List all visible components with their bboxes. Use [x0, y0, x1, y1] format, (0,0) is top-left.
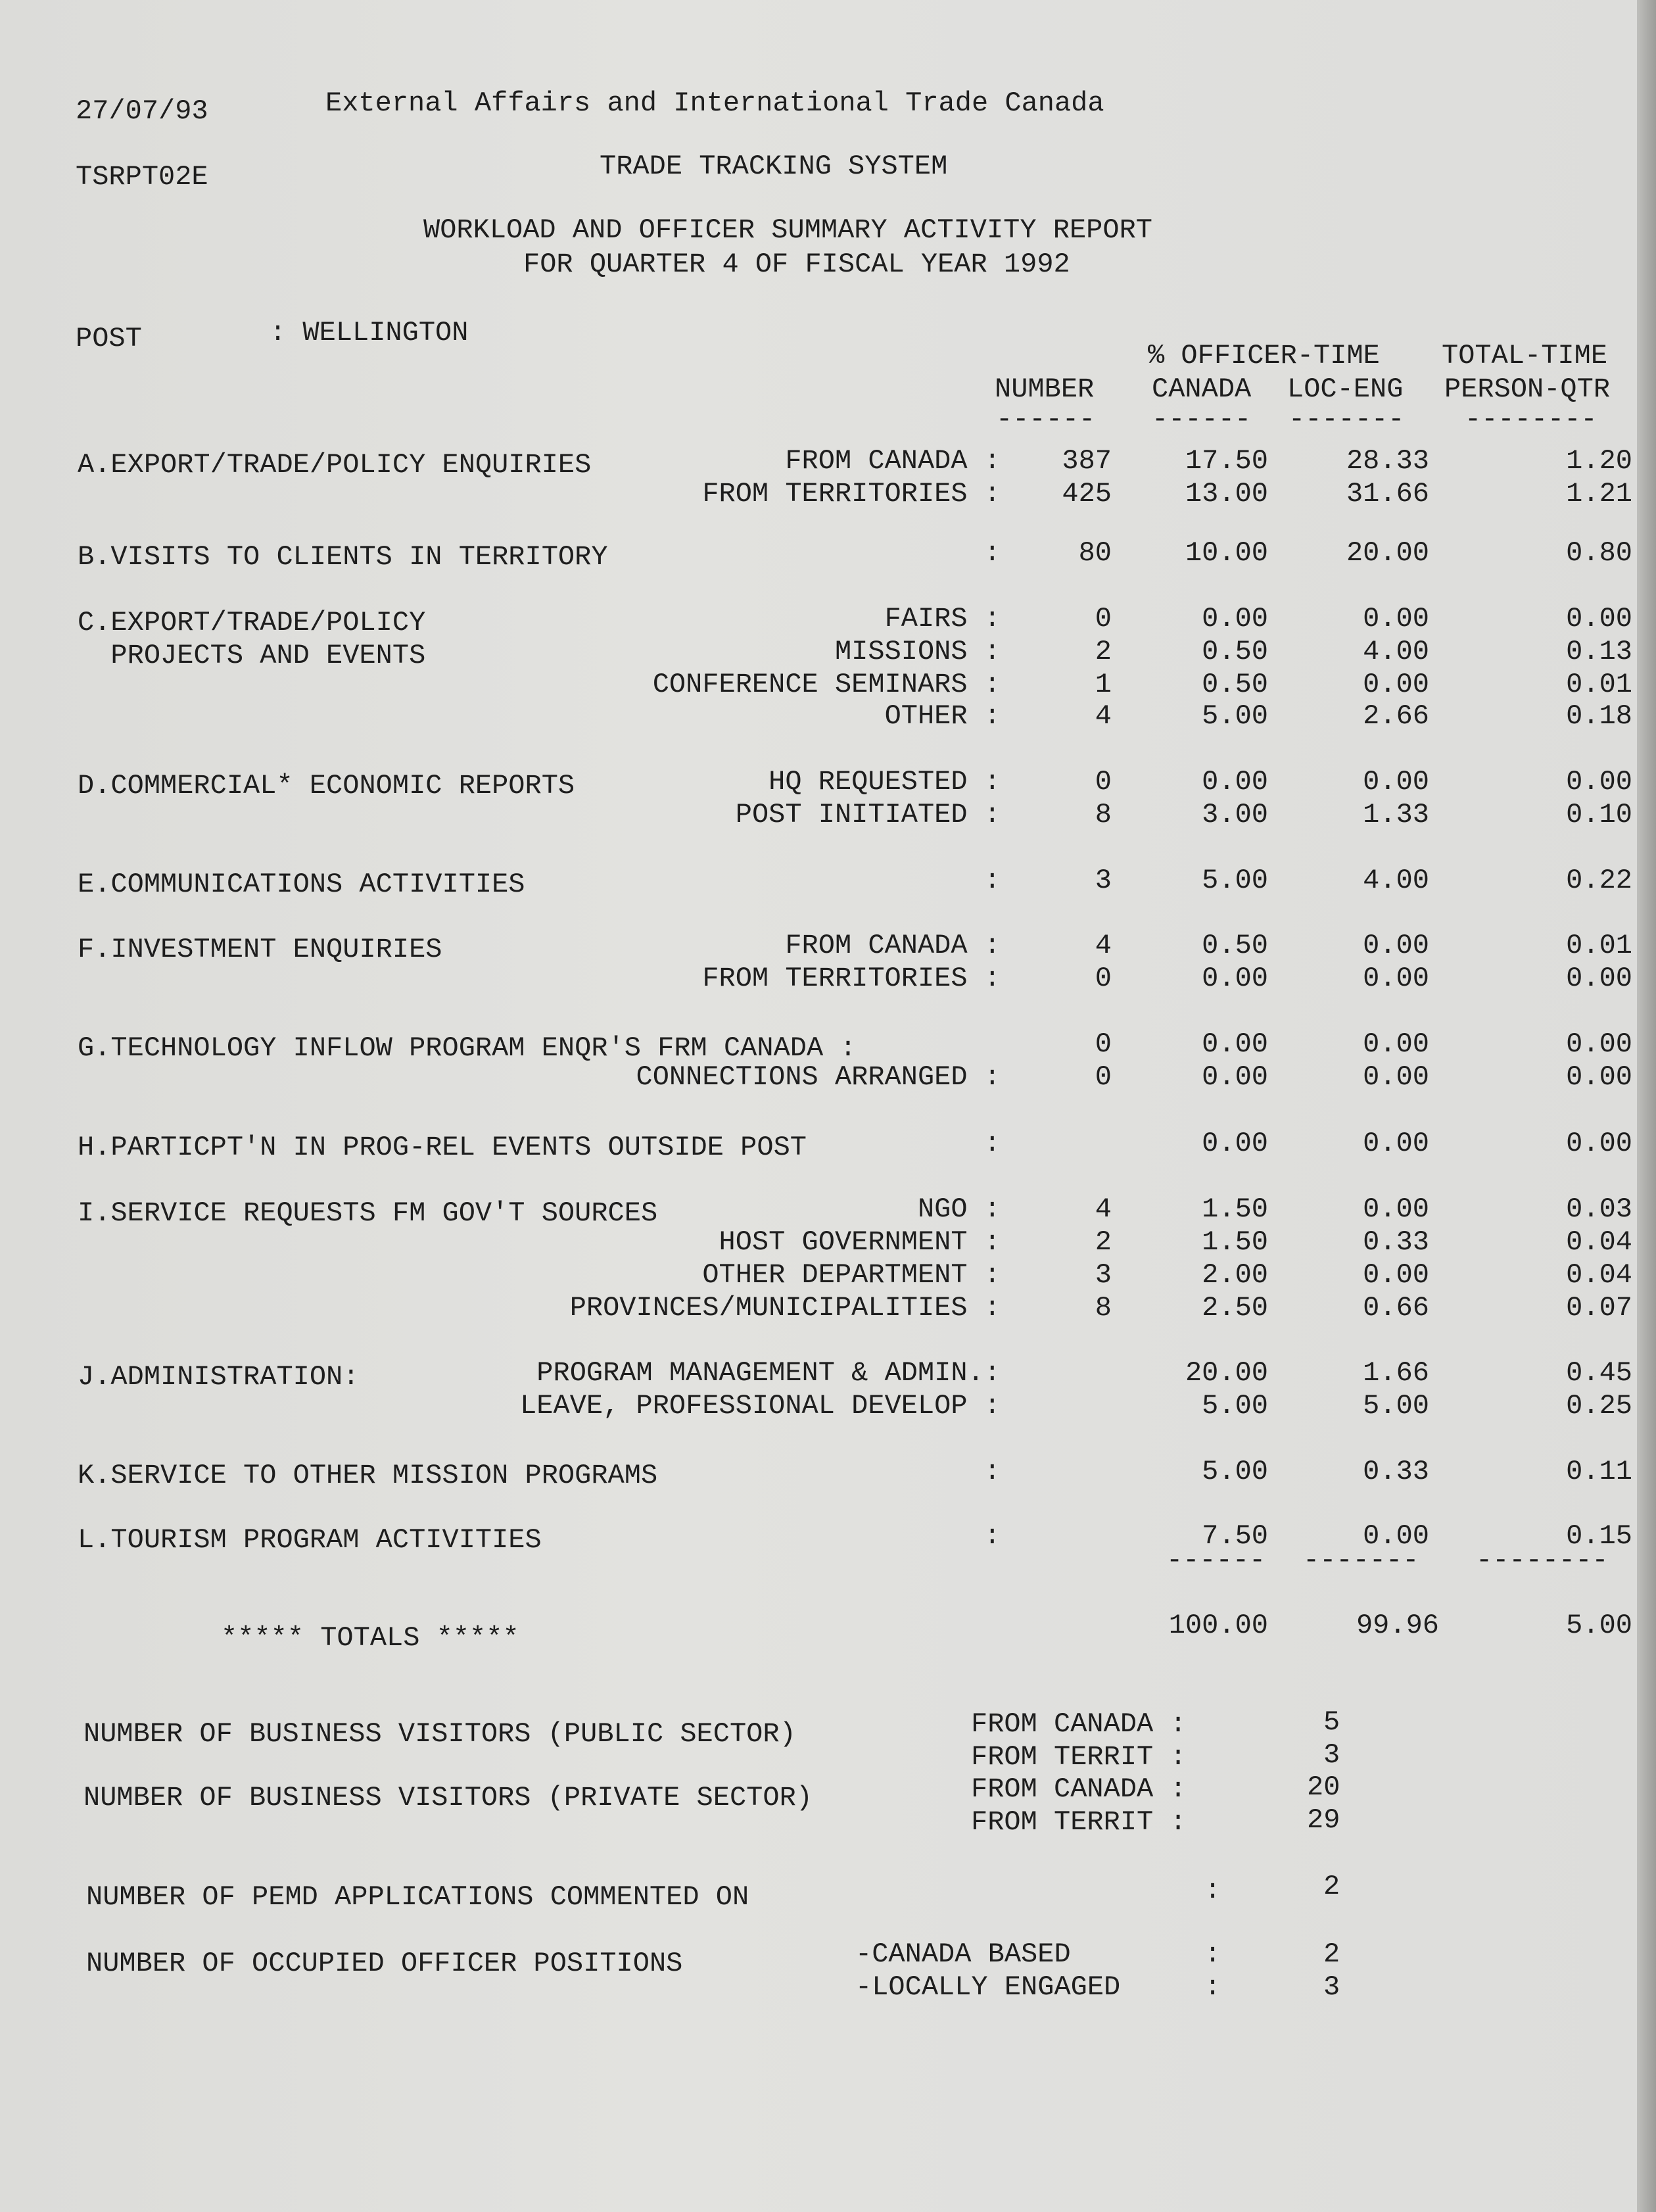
row-canada-pct: 2.00 [1202, 1259, 1268, 1291]
row-sublabel: : [983, 1128, 1001, 1159]
row-label: E.COMMUNICATIONS ACTIVITIES [78, 869, 525, 900]
row-canada-pct: 10.00 [1185, 537, 1268, 569]
row-sublabel: FROM CANADA : [785, 445, 1001, 477]
row-person-qtr: 0.04 [1566, 1226, 1632, 1258]
row-loc-eng-pct: 0.00 [1363, 669, 1429, 700]
col-header-canada: CANADA [1152, 373, 1252, 405]
report-title-line2: FOR QUARTER 4 OF FISCAL YEAR 1992 [523, 249, 1070, 280]
row-number: 8 [1095, 799, 1112, 830]
row-person-qtr: 1.20 [1566, 445, 1632, 477]
row-canada-pct: 0.00 [1202, 603, 1268, 635]
row-number: 4 [1095, 700, 1112, 732]
totals-loc-eng: 99.96 [1356, 1610, 1439, 1641]
row-canada-pct: 0.00 [1202, 1128, 1268, 1159]
row-canada-pct: 5.00 [1202, 700, 1268, 732]
row-person-qtr: 0.07 [1566, 1292, 1632, 1324]
row-label: H.PARTICPT'N IN PROG-REL EVENTS OUTSIDE POST [78, 1132, 807, 1163]
row-number: 0 [1095, 1061, 1112, 1093]
col-header-number: NUMBER [995, 373, 1095, 405]
row-canada-pct: 0.50 [1202, 930, 1268, 961]
private-visitors-label: NUMBER OF BUSINESS VISITORS (PRIVATE SECTOR) [83, 1782, 813, 1814]
row-person-qtr: 0.10 [1566, 799, 1632, 830]
row-loc-eng-pct: 4.00 [1363, 865, 1429, 896]
row-sublabel: : [983, 865, 1001, 896]
row-number: 0 [1095, 766, 1112, 798]
row-canada-pct: 7.50 [1202, 1520, 1268, 1552]
positions-label: NUMBER OF OCCUPIED OFFICER POSITIONS [86, 1948, 683, 1979]
positions-local-value: 3 [1323, 1971, 1340, 2003]
row-canada-pct: 5.00 [1202, 1390, 1268, 1422]
row-label: A.EXPORT/TRADE/POLICY ENQUIRIES [78, 449, 592, 481]
row-loc-eng-pct: 0.00 [1363, 1128, 1429, 1159]
row-label: B.VISITS TO CLIENTS IN TERRITORY [78, 541, 608, 573]
row-loc-eng-pct: 0.00 [1363, 963, 1429, 994]
row-loc-eng-pct: 0.00 [1363, 1028, 1429, 1060]
row-sublabel: : [983, 537, 1001, 569]
row-canada-pct: 1.50 [1202, 1226, 1268, 1258]
row-number: 3 [1095, 865, 1112, 896]
col-header-loc-eng: LOC-ENG [1287, 373, 1404, 405]
row-sublabel: FAIRS : [884, 603, 1001, 635]
row-number: 80 [1078, 537, 1112, 569]
row-sublabel: OTHER DEPARTMENT : [702, 1259, 1001, 1291]
positions-canada-value: 2 [1323, 1938, 1340, 1970]
row-number: 0 [1095, 1028, 1112, 1060]
row-person-qtr: 0.25 [1566, 1390, 1632, 1422]
row-label: K.SERVICE TO OTHER MISSION PROGRAMS [78, 1460, 658, 1491]
col-underline-loc-eng: ------- [1289, 404, 1405, 435]
row-person-qtr: 0.00 [1566, 963, 1632, 994]
col-header-person-qtr: PERSON-QTR [1444, 373, 1611, 405]
pemd-value: 2 [1323, 1871, 1340, 1902]
totals-canada: 100.00 [1168, 1610, 1268, 1641]
row-person-qtr: 0.18 [1566, 700, 1632, 732]
row-loc-eng-pct: 0.33 [1363, 1226, 1429, 1258]
row-person-qtr: 0.01 [1566, 669, 1632, 700]
row-sublabel: POST INITIATED : [735, 799, 1001, 830]
pemd-label: NUMBER OF PEMD APPLICATIONS COMMENTED ON [86, 1881, 749, 1913]
totals-underline-loc-eng: ------- [1303, 1545, 1419, 1576]
row-person-qtr: 0.45 [1566, 1357, 1632, 1389]
row-person-qtr: 0.00 [1566, 1061, 1632, 1093]
organization-name: External Affairs and International Trade Canada [325, 87, 1104, 119]
report-code: TSRPT02E [76, 161, 208, 193]
row-canada-pct: 20.00 [1185, 1357, 1268, 1389]
page-edge-shadow [1637, 0, 1656, 2212]
totals-total: 5.00 [1566, 1610, 1632, 1641]
row-sublabel: CONNECTIONS ARRANGED : [636, 1061, 1001, 1093]
row-label: G.TECHNOLOGY INFLOW PROGRAM ENQR'S FRM CANADA : [78, 1032, 857, 1064]
row-sublabel: FROM CANADA : [785, 930, 1001, 961]
row-label: J.ADMINISTRATION: [78, 1361, 360, 1393]
public-visitors-label: NUMBER OF BUSINESS VISITORS (PUBLIC SECTOR) [83, 1718, 796, 1750]
private-from-territ-value: 29 [1307, 1804, 1340, 1836]
row-canada-pct: 0.00 [1202, 963, 1268, 994]
row-canada-pct: 0.50 [1202, 669, 1268, 700]
public-from-canada-label: FROM CANADA : [971, 1708, 1187, 1740]
row-canada-pct: 0.00 [1202, 766, 1268, 798]
row-person-qtr: 0.00 [1566, 1028, 1632, 1060]
col-header-pct-officer-time: % OFFICER-TIME [1148, 340, 1380, 372]
positions-local-colon: : [1204, 1971, 1221, 2003]
row-canada-pct: 2.50 [1202, 1292, 1268, 1324]
row-sublabel: PROGRAM MANAGEMENT & ADMIN.: [536, 1357, 1001, 1389]
row-person-qtr: 1.21 [1566, 478, 1632, 510]
public-from-territ-value: 3 [1323, 1739, 1340, 1771]
row-sublabel: CONFERENCE SEMINARS : [652, 669, 1001, 700]
row-person-qtr: 0.00 [1566, 1128, 1632, 1159]
row-number: 4 [1095, 930, 1112, 961]
row-loc-eng-pct: 0.66 [1363, 1292, 1429, 1324]
public-from-canada-value: 5 [1323, 1706, 1340, 1738]
row-number: 425 [1062, 478, 1112, 510]
row-loc-eng-pct: 31.66 [1346, 478, 1429, 510]
report-title-line1: WORKLOAD AND OFFICER SUMMARY ACTIVITY REPORT [423, 214, 1152, 246]
row-number: 2 [1095, 1226, 1112, 1258]
row-sublabel: MISSIONS : [834, 636, 1001, 667]
row-canada-pct: 0.00 [1202, 1061, 1268, 1093]
row-canada-pct: 3.00 [1202, 799, 1268, 830]
row-sublabel: FROM TERRITORIES : [702, 478, 1001, 510]
row-number: 387 [1062, 445, 1112, 477]
row-loc-eng-pct: 0.33 [1363, 1456, 1429, 1487]
row-loc-eng-pct: 0.00 [1363, 603, 1429, 635]
row-loc-eng-pct: 5.00 [1363, 1390, 1429, 1422]
row-person-qtr: 0.04 [1566, 1259, 1632, 1291]
row-loc-eng-pct: 4.00 [1363, 636, 1429, 667]
row-label: I.SERVICE REQUESTS FM GOV'T SOURCES [78, 1197, 658, 1229]
row-canada-pct: 0.50 [1202, 636, 1268, 667]
row-label: C.EXPORT/TRADE/POLICY [78, 607, 426, 638]
row-person-qtr: 0.80 [1566, 537, 1632, 569]
col-underline-number: ------ [996, 404, 1096, 435]
positions-local-label: -LOCALLY ENGAGED [855, 1971, 1121, 2003]
row-person-qtr: 0.13 [1566, 636, 1632, 667]
row-loc-eng-pct: 0.00 [1363, 1520, 1429, 1552]
public-from-territ-label: FROM TERRIT : [971, 1741, 1187, 1773]
col-header-total-time: TOTAL-TIME [1442, 340, 1608, 372]
post-label: POST [76, 323, 142, 354]
col-underline-total: -------- [1465, 404, 1597, 435]
private-from-canada-label: FROM CANADA : [971, 1773, 1187, 1805]
row-label: PROJECTS AND EVENTS [78, 640, 426, 671]
row-number: 0 [1095, 963, 1112, 994]
row-sublabel: HOST GOVERNMENT : [719, 1226, 1001, 1258]
report-date: 27/07/93 [76, 95, 208, 127]
row-sublabel: LEAVE, PROFESSIONAL DEVELOP : [520, 1390, 1001, 1422]
row-loc-eng-pct: 0.00 [1363, 1061, 1429, 1093]
row-sublabel: NGO : [917, 1193, 1001, 1225]
row-loc-eng-pct: 28.33 [1346, 445, 1429, 477]
pemd-colon: : [1204, 1875, 1221, 1906]
row-sublabel: HQ REQUESTED : [769, 766, 1001, 798]
row-number: 3 [1095, 1259, 1112, 1291]
system-title: TRADE TRACKING SYSTEM [600, 151, 948, 182]
row-number: 4 [1095, 1193, 1112, 1225]
col-underline-canada: ------ [1152, 404, 1252, 435]
row-number: 1 [1095, 669, 1112, 700]
private-from-canada-value: 20 [1307, 1771, 1340, 1803]
row-loc-eng-pct: 0.00 [1363, 766, 1429, 798]
row-person-qtr: 0.22 [1566, 865, 1632, 896]
row-canada-pct: 5.00 [1202, 1456, 1268, 1487]
row-canada-pct: 5.00 [1202, 865, 1268, 896]
totals-label: ***** TOTALS ***** [221, 1622, 519, 1654]
row-label: D.COMMERCIAL* ECONOMIC REPORTS [78, 770, 575, 802]
row-sublabel: OTHER : [884, 700, 1001, 732]
row-canada-pct: 1.50 [1202, 1193, 1268, 1225]
row-sublabel: PROVINCES/MUNICIPALITIES : [569, 1292, 1001, 1324]
row-number: 8 [1095, 1292, 1112, 1324]
row-canada-pct: 17.50 [1185, 445, 1268, 477]
row-label: F.INVESTMENT ENQUIRIES [78, 934, 442, 965]
post-value: : WELLINGTON [270, 317, 469, 349]
totals-underline-total: -------- [1476, 1545, 1609, 1576]
private-from-territ-label: FROM TERRIT : [971, 1806, 1187, 1838]
row-person-qtr: 0.15 [1566, 1520, 1632, 1552]
row-sublabel: : [983, 1520, 1001, 1552]
positions-canada-colon: : [1204, 1938, 1221, 1970]
row-sublabel: : [983, 1456, 1001, 1487]
row-number: 0 [1095, 603, 1112, 635]
row-person-qtr: 0.01 [1566, 930, 1632, 961]
row-person-qtr: 0.00 [1566, 603, 1632, 635]
row-loc-eng-pct: 2.66 [1363, 700, 1429, 732]
totals-underline-canada: ------ [1166, 1545, 1266, 1576]
row-canada-pct: 13.00 [1185, 478, 1268, 510]
row-loc-eng-pct: 0.00 [1363, 930, 1429, 961]
row-loc-eng-pct: 0.00 [1363, 1193, 1429, 1225]
row-loc-eng-pct: 0.00 [1363, 1259, 1429, 1291]
row-person-qtr: 0.03 [1566, 1193, 1632, 1225]
row-loc-eng-pct: 1.66 [1363, 1357, 1429, 1389]
row-loc-eng-pct: 20.00 [1346, 537, 1429, 569]
positions-canada-label: -CANADA BASED [855, 1938, 1071, 1970]
row-label: L.TOURISM PROGRAM ACTIVITIES [78, 1524, 542, 1556]
row-number: 2 [1095, 636, 1112, 667]
row-canada-pct: 0.00 [1202, 1028, 1268, 1060]
row-loc-eng-pct: 1.33 [1363, 799, 1429, 830]
row-person-qtr: 0.11 [1566, 1456, 1632, 1487]
row-person-qtr: 0.00 [1566, 766, 1632, 798]
row-sublabel: FROM TERRITORIES : [702, 963, 1001, 994]
